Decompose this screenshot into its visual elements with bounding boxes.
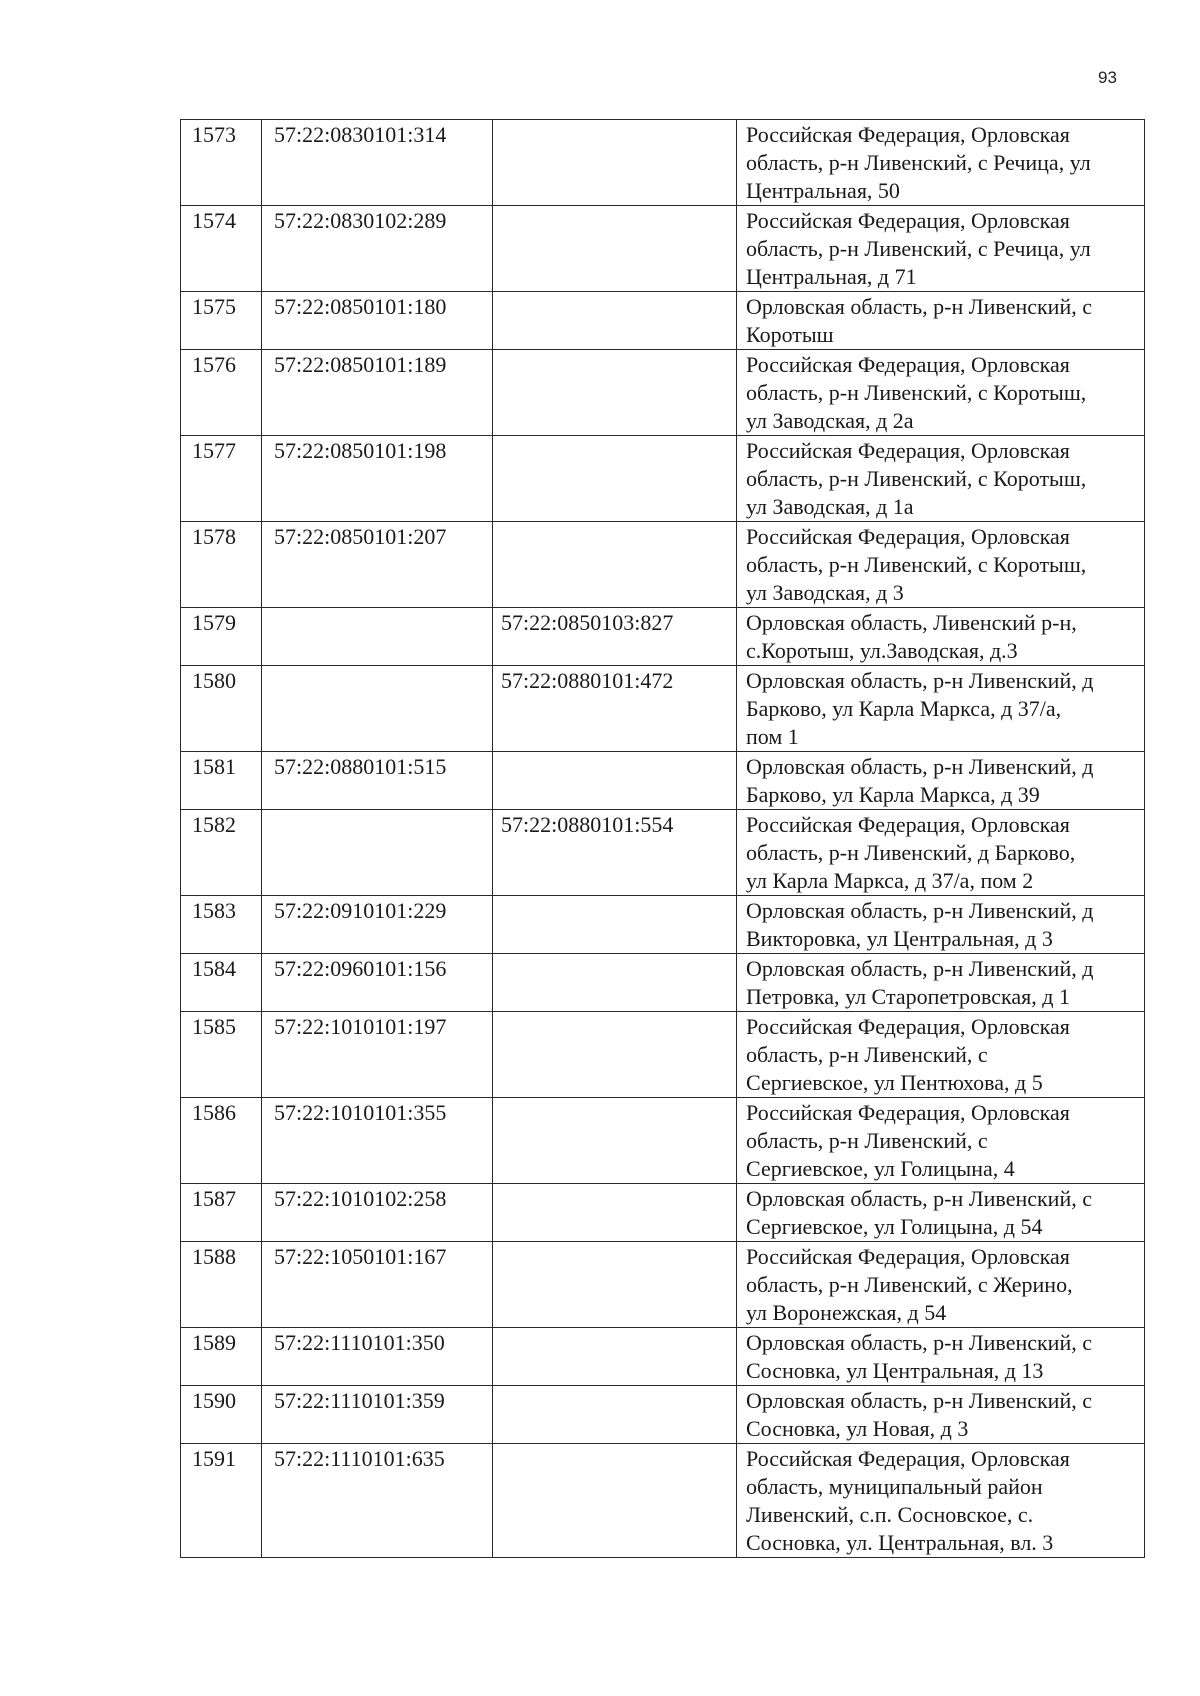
address-cell bbox=[737, 120, 1145, 206]
cadastral-number-cell: 57:22:1110101:359 bbox=[262, 1386, 493, 1444]
premises-cadastral-number-cell bbox=[493, 1242, 737, 1328]
table-row bbox=[181, 896, 1145, 954]
address-cell bbox=[737, 206, 1145, 292]
table-row bbox=[181, 292, 1145, 350]
address-line: область, р-н Ливенский, с bbox=[746, 1042, 988, 1067]
row-number-cell: 1578 bbox=[181, 522, 262, 608]
premises-cadastral-number-cell bbox=[493, 752, 737, 810]
address-cell bbox=[737, 1012, 1145, 1098]
address-line: Орловская область, р-н Ливенский, д bbox=[746, 668, 1094, 693]
table-row bbox=[181, 1386, 1145, 1444]
table-body bbox=[181, 120, 1145, 1558]
row-number-cell: 1575 bbox=[181, 292, 262, 350]
premises-cadastral-number-cell bbox=[493, 206, 737, 292]
table-row bbox=[181, 436, 1145, 522]
row-number-cell: 1579 bbox=[181, 608, 262, 666]
row-number-cell: 1582 bbox=[181, 810, 262, 896]
premises-cadastral-number-cell bbox=[493, 522, 737, 608]
table-row bbox=[181, 1328, 1145, 1386]
address-line: Российская Федерация, Орловская bbox=[746, 1244, 1070, 1269]
address-line: Ливенский, с.п. Сосновское, с. bbox=[746, 1502, 1034, 1527]
address-line: Орловская область, Ливенский р-н, bbox=[746, 610, 1077, 635]
table-row bbox=[181, 810, 1145, 896]
row-number-cell: 1587 bbox=[181, 1184, 262, 1242]
cadastral-number-cell: 57:22:1010102:258 bbox=[262, 1184, 493, 1242]
cadastral-number-cell: 57:22:1010101:355 bbox=[262, 1098, 493, 1184]
address-line: область, муниципальный район bbox=[746, 1474, 1043, 1499]
premises-cadastral-number-cell: 57:22:0850103:827 bbox=[493, 608, 737, 666]
table-row bbox=[181, 1444, 1145, 1558]
table-row bbox=[181, 350, 1145, 436]
premises-cadastral-number-cell bbox=[493, 1184, 737, 1242]
cadastral-number-cell: 57:22:0910101:229 bbox=[262, 896, 493, 954]
address-line: Орловская область, р-н Ливенский, с bbox=[746, 1186, 1092, 1211]
address-line: Российская Федерация, Орловская bbox=[746, 1100, 1070, 1125]
premises-cadastral-number-cell bbox=[493, 436, 737, 522]
premises-cadastral-number-cell bbox=[493, 954, 737, 1012]
cadastral-number-cell: 57:22:0880101:515 bbox=[262, 752, 493, 810]
cadastral-number-cell bbox=[262, 608, 493, 666]
cadastral-number-cell: 57:22:0830102:289 bbox=[262, 206, 493, 292]
cadastral-number-cell: 57:22:0850101:189 bbox=[262, 350, 493, 436]
address-line: Орловская область, р-н Ливенский, с bbox=[746, 1388, 1092, 1413]
premises-cadastral-number-cell: 57:22:0880101:554 bbox=[493, 810, 737, 896]
premises-cadastral-number-cell bbox=[493, 350, 737, 436]
address-line: область, р-н Ливенский, д Барково, bbox=[746, 840, 1076, 865]
address-cell bbox=[737, 436, 1145, 522]
premises-cadastral-number-cell bbox=[493, 292, 737, 350]
address-line: Сосновка, ул. Центральная, вл. 3 bbox=[746, 1530, 1054, 1555]
address-cell bbox=[737, 1098, 1145, 1184]
premises-cadastral-number-cell bbox=[493, 1012, 737, 1098]
address-cell bbox=[737, 1444, 1145, 1558]
table-row bbox=[181, 522, 1145, 608]
address-line: область, р-н Ливенский, с Коротыш, bbox=[746, 380, 1087, 405]
address-line: Российская Федерация, Орловская bbox=[746, 122, 1070, 147]
address-cell bbox=[737, 896, 1145, 954]
address-cell bbox=[737, 666, 1145, 752]
address-cell bbox=[737, 608, 1145, 666]
cadastral-number-cell bbox=[262, 810, 493, 896]
address-line: Орловская область, р-н Ливенский, с bbox=[746, 294, 1092, 319]
address-line: Сергиевское, ул Голицына, 4 bbox=[746, 1156, 1015, 1181]
row-number-cell: 1591 bbox=[181, 1444, 262, 1558]
address-line: Российская Федерация, Орловская bbox=[746, 524, 1070, 549]
table-row bbox=[181, 1242, 1145, 1328]
cadastral-number-cell: 57:22:1110101:635 bbox=[262, 1444, 493, 1558]
cadastral-number-cell: 57:22:0850101:180 bbox=[262, 292, 493, 350]
table-row bbox=[181, 1098, 1145, 1184]
cadastral-number-cell: 57:22:1050101:167 bbox=[262, 1242, 493, 1328]
row-number-cell: 1589 bbox=[181, 1328, 262, 1386]
address-line: область, р-н Ливенский, с Жерино, bbox=[746, 1272, 1073, 1297]
row-number-cell: 1577 bbox=[181, 436, 262, 522]
address-line: Центральная, 50 bbox=[746, 178, 900, 203]
address-line: Сосновка, ул Новая, д 3 bbox=[746, 1416, 969, 1441]
table-row bbox=[181, 206, 1145, 292]
cadastral-number-cell: 57:22:0830101:314 bbox=[262, 120, 493, 206]
table-row bbox=[181, 608, 1145, 666]
page-number: 93 bbox=[1098, 68, 1117, 87]
address-cell bbox=[737, 1386, 1145, 1444]
address-cell bbox=[737, 292, 1145, 350]
table-row bbox=[181, 1184, 1145, 1242]
address-cell bbox=[737, 350, 1145, 436]
address-line: ул Воронежская, д 54 bbox=[746, 1300, 947, 1325]
address-cell bbox=[737, 810, 1145, 896]
address-line: Петровка, ул Старопетровская, д 1 bbox=[746, 984, 1070, 1009]
row-number-cell: 1588 bbox=[181, 1242, 262, 1328]
premises-cadastral-number-cell bbox=[493, 1444, 737, 1558]
property-registry-table bbox=[180, 119, 1145, 1558]
premises-cadastral-number-cell: 57:22:0880101:472 bbox=[493, 666, 737, 752]
table-row bbox=[181, 954, 1145, 1012]
cadastral-number-cell: 57:22:0850101:207 bbox=[262, 522, 493, 608]
row-number-cell: 1581 bbox=[181, 752, 262, 810]
address-line: ул Заводская, д 3 bbox=[746, 580, 904, 605]
address-line: Российская Федерация, Орловская bbox=[746, 812, 1070, 837]
address-cell bbox=[737, 752, 1145, 810]
address-line: Российская Федерация, Орловская bbox=[746, 1446, 1070, 1471]
address-line: область, р-н Ливенский, с Речица, ул bbox=[746, 150, 1091, 175]
address-line: область, р-н Ливенский, с Речица, ул bbox=[746, 236, 1091, 261]
table-row bbox=[181, 120, 1145, 206]
row-number-cell: 1583 bbox=[181, 896, 262, 954]
cadastral-number-cell bbox=[262, 666, 493, 752]
cadastral-number-cell: 57:22:1110101:350 bbox=[262, 1328, 493, 1386]
cadastral-number-cell: 57:22:0960101:156 bbox=[262, 954, 493, 1012]
row-number-cell: 1576 bbox=[181, 350, 262, 436]
address-line: с.Коротыш, ул.Заводская, д.3 bbox=[746, 638, 1018, 663]
premises-cadastral-number-cell bbox=[493, 1328, 737, 1386]
address-line: Центральная, д 71 bbox=[746, 264, 917, 289]
address-line: Орловская область, р-н Ливенский, д bbox=[746, 956, 1094, 981]
row-number-cell: 1580 bbox=[181, 666, 262, 752]
premises-cadastral-number-cell bbox=[493, 120, 737, 206]
address-line: ул Заводская, д 1а bbox=[746, 494, 914, 519]
address-line: ул Карла Маркса, д 37/а, пом 2 bbox=[746, 868, 1034, 893]
address-line: область, р-н Ливенский, с Коротыш, bbox=[746, 466, 1087, 491]
address-cell bbox=[737, 954, 1145, 1012]
premises-cadastral-number-cell bbox=[493, 896, 737, 954]
table-row bbox=[181, 752, 1145, 810]
cadastral-number-cell: 57:22:0850101:198 bbox=[262, 436, 493, 522]
address-line: Орловская область, р-н Ливенский, д bbox=[746, 898, 1094, 923]
table-row bbox=[181, 1012, 1145, 1098]
cadastral-number-cell: 57:22:1010101:197 bbox=[262, 1012, 493, 1098]
row-number-cell: 1574 bbox=[181, 206, 262, 292]
row-number-cell: 1586 bbox=[181, 1098, 262, 1184]
address-line: Российская Федерация, Орловская bbox=[746, 352, 1070, 377]
row-number-cell: 1584 bbox=[181, 954, 262, 1012]
address-line: Сергиевское, ул Пентюхова, д 5 bbox=[746, 1070, 1043, 1095]
address-line: Коротыш bbox=[746, 322, 834, 347]
address-line: пом 1 bbox=[746, 724, 799, 749]
premises-cadastral-number-cell bbox=[493, 1098, 737, 1184]
address-line: область, р-н Ливенский, с Коротыш, bbox=[746, 552, 1087, 577]
table-row bbox=[181, 666, 1145, 752]
address-cell bbox=[737, 1184, 1145, 1242]
address-line: Орловская область, р-н Ливенский, д bbox=[746, 754, 1094, 779]
address-line: Орловская область, р-н Ливенский, с bbox=[746, 1330, 1092, 1355]
address-line: Российская Федерация, Орловская bbox=[746, 208, 1070, 233]
address-line: Российская Федерация, Орловская bbox=[746, 1014, 1070, 1039]
address-cell bbox=[737, 1242, 1145, 1328]
address-cell bbox=[737, 522, 1145, 608]
address-line: область, р-н Ливенский, с bbox=[746, 1128, 988, 1153]
address-line: Барково, ул Карла Маркса, д 39 bbox=[746, 782, 1040, 807]
address-cell bbox=[737, 1328, 1145, 1386]
address-line: Сосновка, ул Центральная, д 13 bbox=[746, 1358, 1044, 1383]
premises-cadastral-number-cell bbox=[493, 1386, 737, 1444]
address-line: Сергиевское, ул Голицына, д 54 bbox=[746, 1214, 1043, 1239]
address-line: Барково, ул Карла Маркса, д 37/а, bbox=[746, 696, 1062, 721]
address-line: ул Заводская, д 2а bbox=[746, 408, 914, 433]
row-number-cell: 1585 bbox=[181, 1012, 262, 1098]
address-line: Российская Федерация, Орловская bbox=[746, 438, 1070, 463]
row-number-cell: 1573 bbox=[181, 120, 262, 206]
address-line: Викторовка, ул Центральная, д 3 bbox=[746, 926, 1053, 951]
row-number-cell: 1590 bbox=[181, 1386, 262, 1444]
